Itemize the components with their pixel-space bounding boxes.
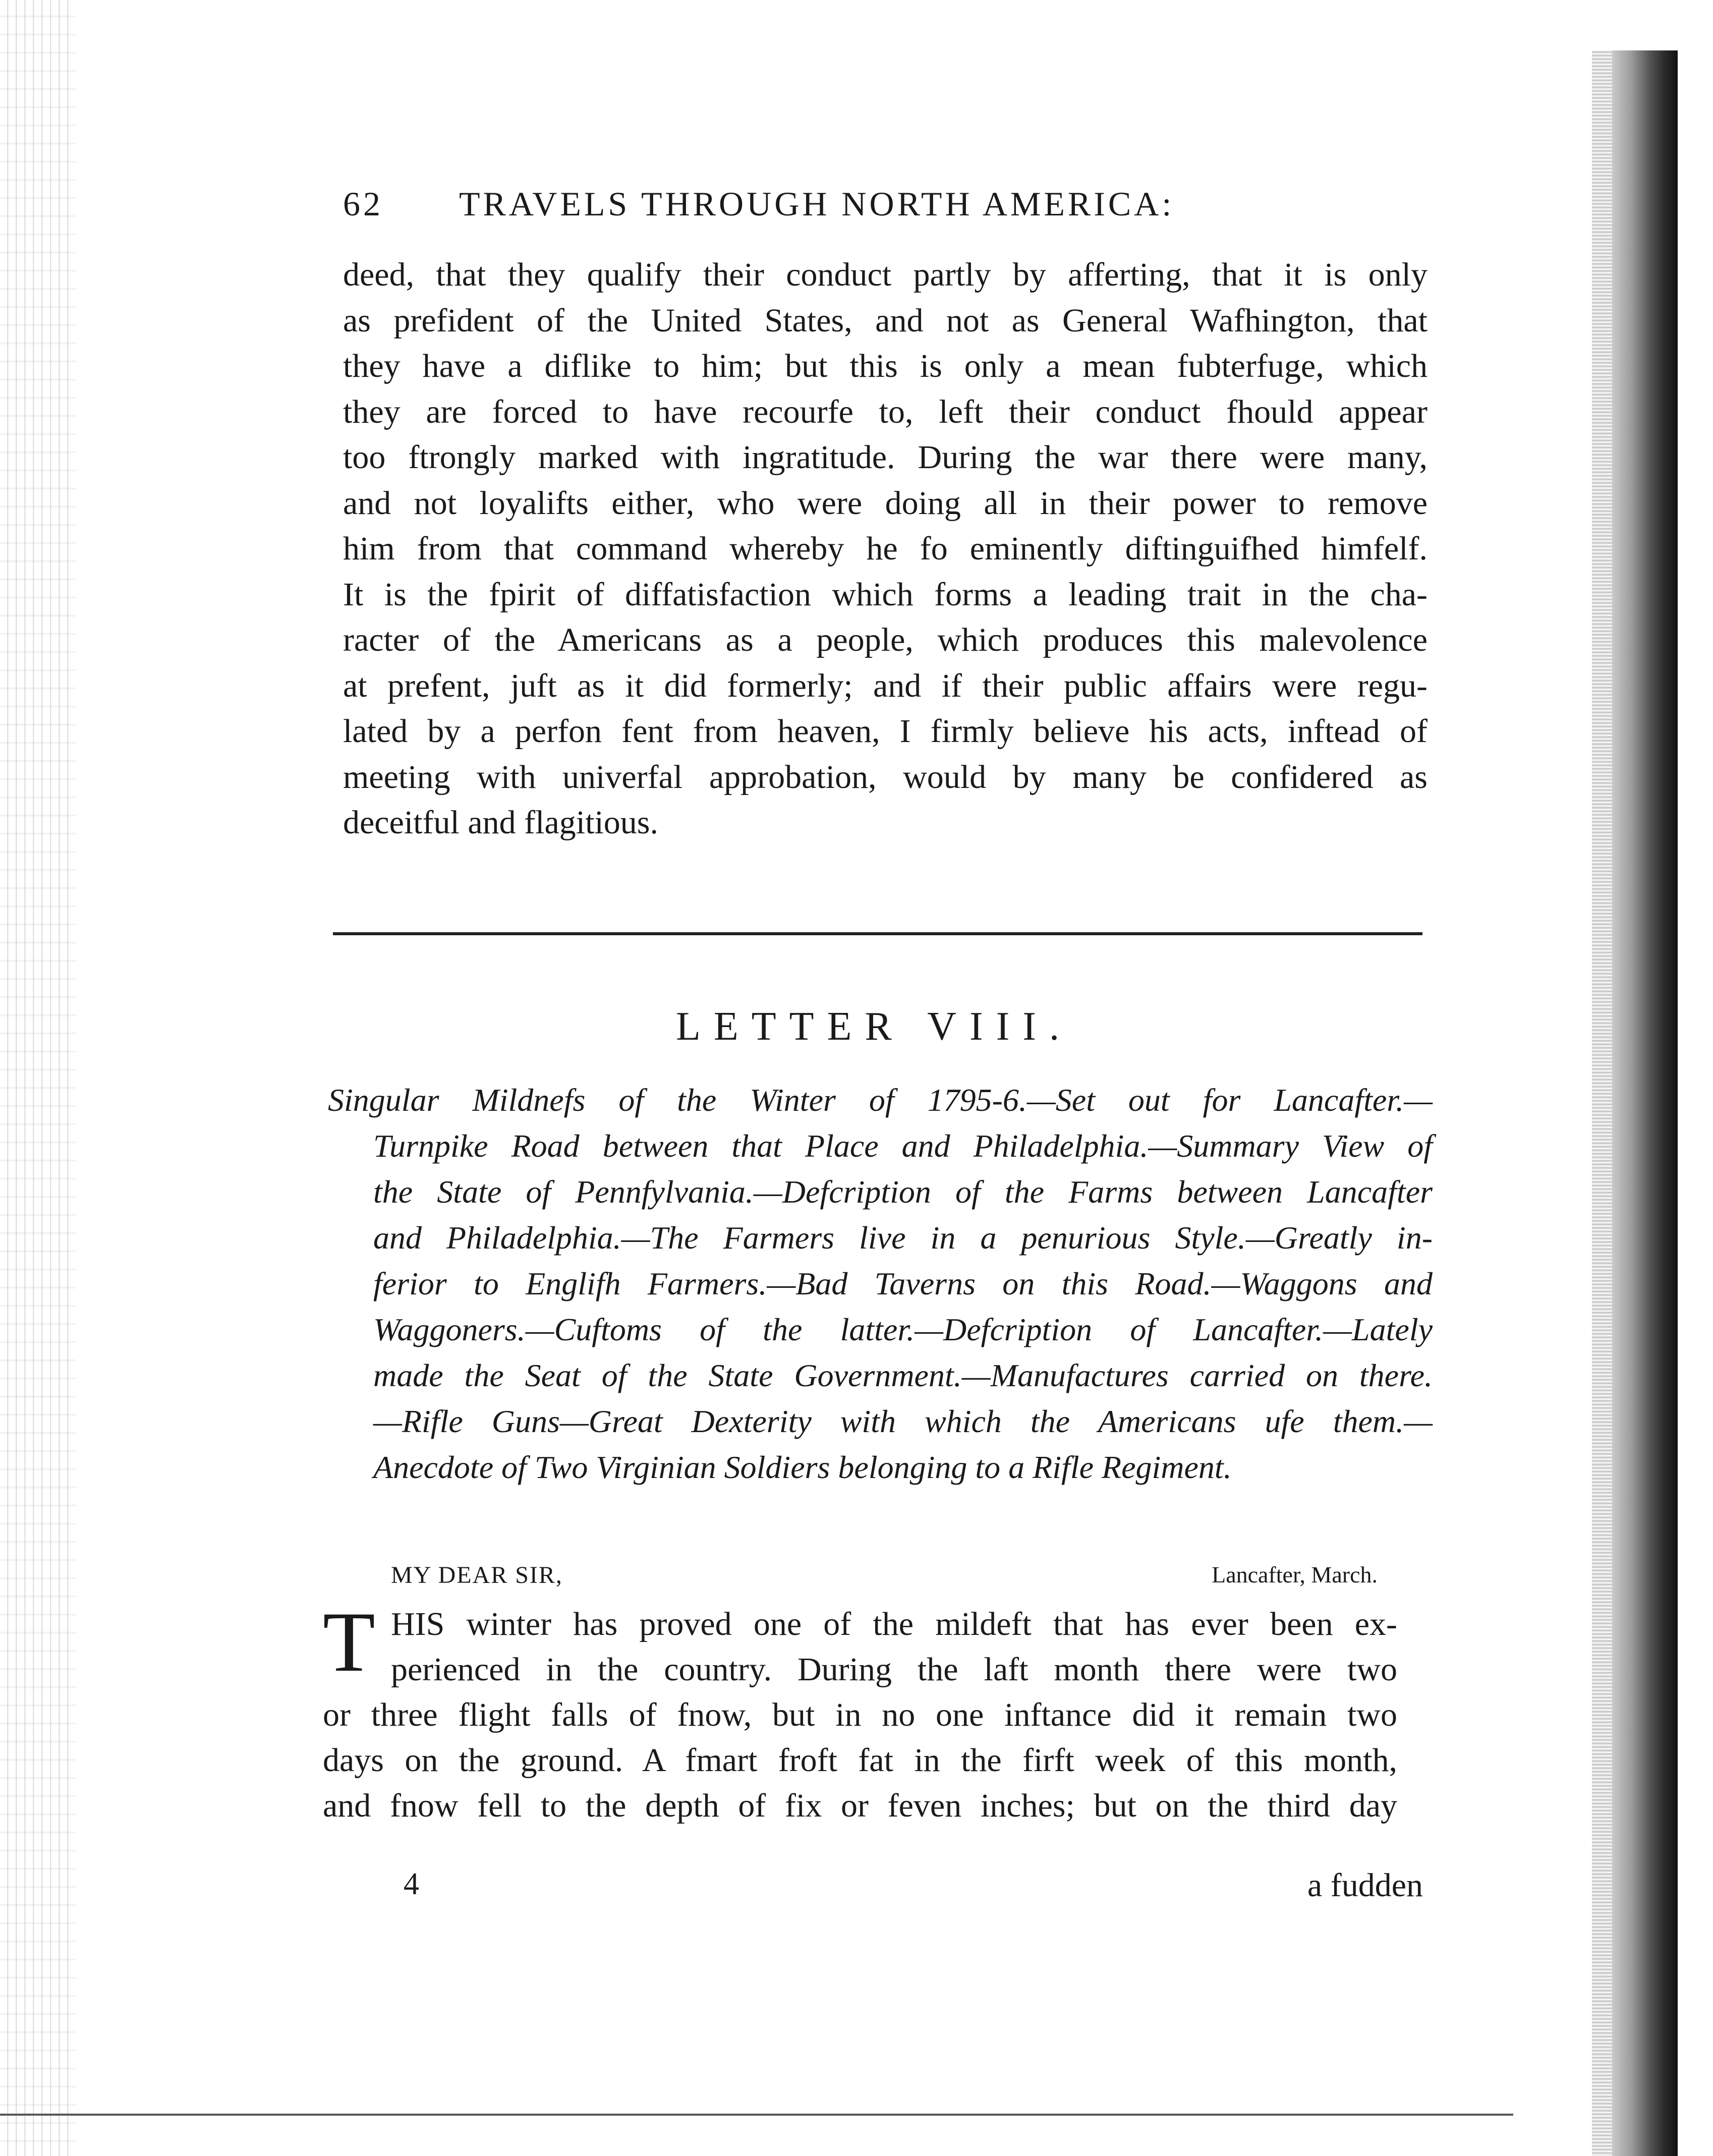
section-divider (333, 932, 1422, 935)
summary-line: Singular Mildnefs of the Winter of 1795-6.—Set out for Lancafter.— (328, 1082, 1433, 1118)
drop-cap: T (323, 1595, 375, 1689)
bottom-edge-rule (0, 2114, 1513, 2116)
salutation: MY DEAR SIR, (391, 1562, 563, 1588)
running-title: TRAVELS THROUGH NORTH AMERICA: (459, 185, 1175, 223)
summary-line: and Philadelphia.—The Farmers live in a penurious Style.—Greatly in- (373, 1220, 1433, 1256)
summary-line: Waggoners.—Cuftoms of the latter.—Defcription of Lancafter.—Lately (373, 1312, 1433, 1347)
summary-line: Turnpike Road between that Place and Philadelphia.—Summary View of (373, 1128, 1433, 1164)
left-gutter-speckle (0, 0, 76, 2156)
text-line: as prefident of the United States, and not as General Wafhington, that (343, 302, 1428, 339)
text-line: lated by a perfon fent from heaven, I firmly believe his acts, inftead of (343, 713, 1428, 750)
summary-line: ferior to Englifh Farmers.—Bad Taverns on this Road.—Waggons and (373, 1266, 1433, 1301)
summary-line: the State of Pennfylvania.—Defcription of the Farms between Lancafter (373, 1174, 1433, 1210)
body-line: and fnow fell to the depth of fix or feven inches; but on the third day (323, 1787, 1397, 1824)
running-head (343, 184, 1433, 230)
letter-heading: LETTER VIII. (676, 1004, 1072, 1049)
body-line: days on the ground. A fmart froft fat in the firft week of this month, (323, 1742, 1397, 1779)
page-number: 62 (343, 185, 383, 223)
text-line: racter of the Americans as a people, which produces this malevolence (343, 621, 1428, 658)
text-line: they are forced to have recourfe to, left their conduct fhould appear (343, 393, 1428, 430)
text-line: meeting with univerfal approbation, would by many be confidered as (343, 758, 1428, 796)
text-line: It is the fpirit of diffatisfaction which forms a leading trait in the cha- (343, 576, 1428, 613)
text-line: at prefent, juft as it did formerly; and if their public affairs were regu- (343, 667, 1428, 704)
dateline: Lancafter, March. (1212, 1562, 1378, 1587)
text-line: him from that command whereby he fo eminently diftinguifhed himfelf. (343, 530, 1428, 567)
text-line: deceitful and flagitious. (343, 804, 658, 841)
summary-line: Anecdote of Two Virginian Soldiers belonging to a Rifle Regiment. (373, 1449, 1232, 1485)
text-line: too ftrongly marked with ingratitude. During the war there were many, (343, 439, 1428, 476)
signature-mark: 4 (404, 1867, 419, 1901)
letter-body (323, 1602, 1397, 1829)
body-line: perienced in the country. During the laft month there were two (391, 1651, 1397, 1688)
body-line: or three flight falls of fnow, but in no one inftance did it remain two (323, 1696, 1397, 1733)
opening-paragraph (343, 252, 1428, 846)
summary-line: —Rifle Guns—Great Dexterity with which the Americans ufe them.— (373, 1403, 1433, 1439)
body-line: HIS winter has proved one of the mildeft that has ever been ex- (391, 1606, 1397, 1642)
catchword: a fudden (1307, 1867, 1423, 1904)
letter-summary (328, 1077, 1433, 1490)
text-line: they have a diflike to him; but this is only a mean fubterfuge, which (343, 348, 1428, 384)
summary-line: made the Seat of the State Government.—Manufactures carried on there. (373, 1357, 1433, 1393)
text-line: deed, that they qualify their conduct partly by afferting, that it is only (343, 256, 1428, 293)
text-line: and not loyalifts either, who were doing all in their power to remove (343, 484, 1428, 522)
binding-edge (1612, 50, 1678, 2156)
